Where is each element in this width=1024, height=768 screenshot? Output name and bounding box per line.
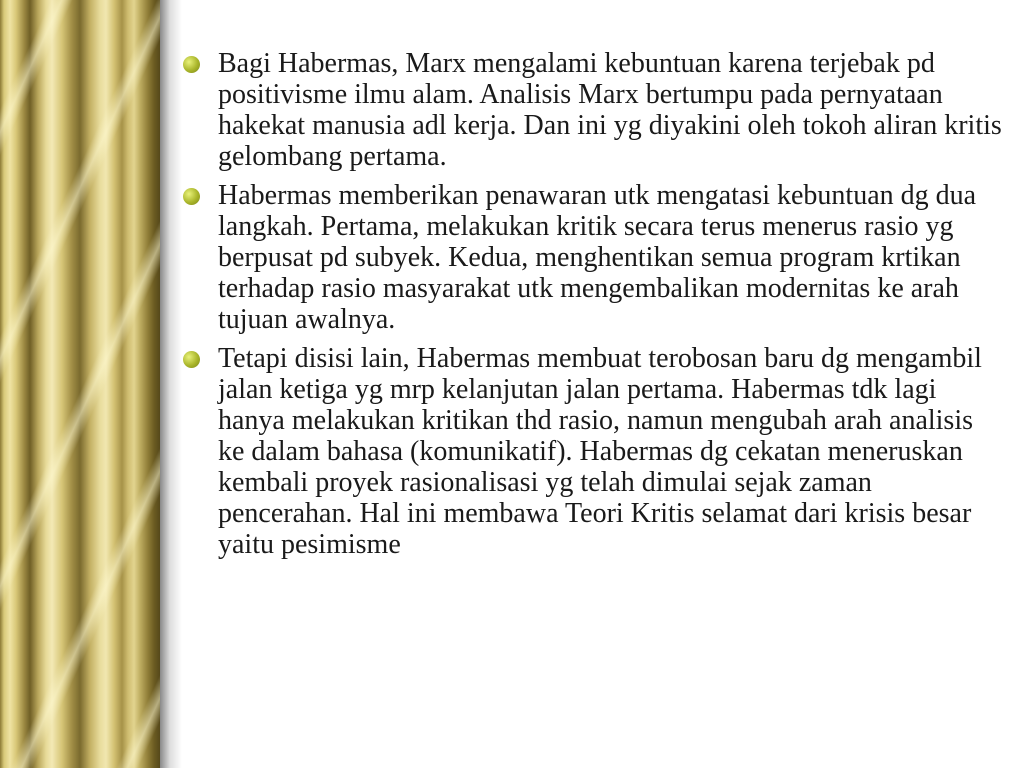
bullet-dot-icon xyxy=(183,188,200,205)
bullet-text: Tetapi disisi lain, Habermas membuat terobosan baru dg mengambil jalan ketiga yg mrp kelanjutan jalan pertama. Habermas tdk lagi hanya melakukan kritikan thd rasio, namun mengubah arah analisis ke dalam bahasa (komunikatif). Habermas dg cekatan meneruskan kembali proyek rasionalisasi yg telah dimulai sejak zaman pencerahan. Hal ini membawa Teori Kritis selamat dari krisis besar yaitu pesimisme xyxy=(218,343,982,560)
slide-content xyxy=(180,48,1005,568)
bullet-dot-icon xyxy=(183,56,200,73)
column-shadow xyxy=(160,0,182,768)
bullet-text: Bagi Habermas, Marx mengalami kebuntuan karena terjebak pd positivisme ilmu alam. Analisis Marx bertumpu pada pernyataan hakekat manusia adl kerja. Dan ini yg diyakini oleh tokoh aliran kritis gelombang pertama. xyxy=(218,48,1002,172)
bullet-dot-icon xyxy=(183,351,200,368)
bullet-item-2 xyxy=(180,180,1005,335)
bullet-item-3 xyxy=(180,343,1005,560)
decorative-gold-column xyxy=(0,0,160,768)
bullet-list xyxy=(180,48,1005,560)
bullet-text: Habermas memberikan penawaran utk mengatasi kebuntuan dg dua langkah. Pertama, melakukan kritik secara terus menerus rasio yg berpusat pd subyek. Kedua, menghentikan semua program krtikan terhadap rasio masyarakat utk mengembalikan modernitas ke arah tujuan awalnya. xyxy=(218,180,977,335)
bullet-item-1 xyxy=(180,48,1005,172)
